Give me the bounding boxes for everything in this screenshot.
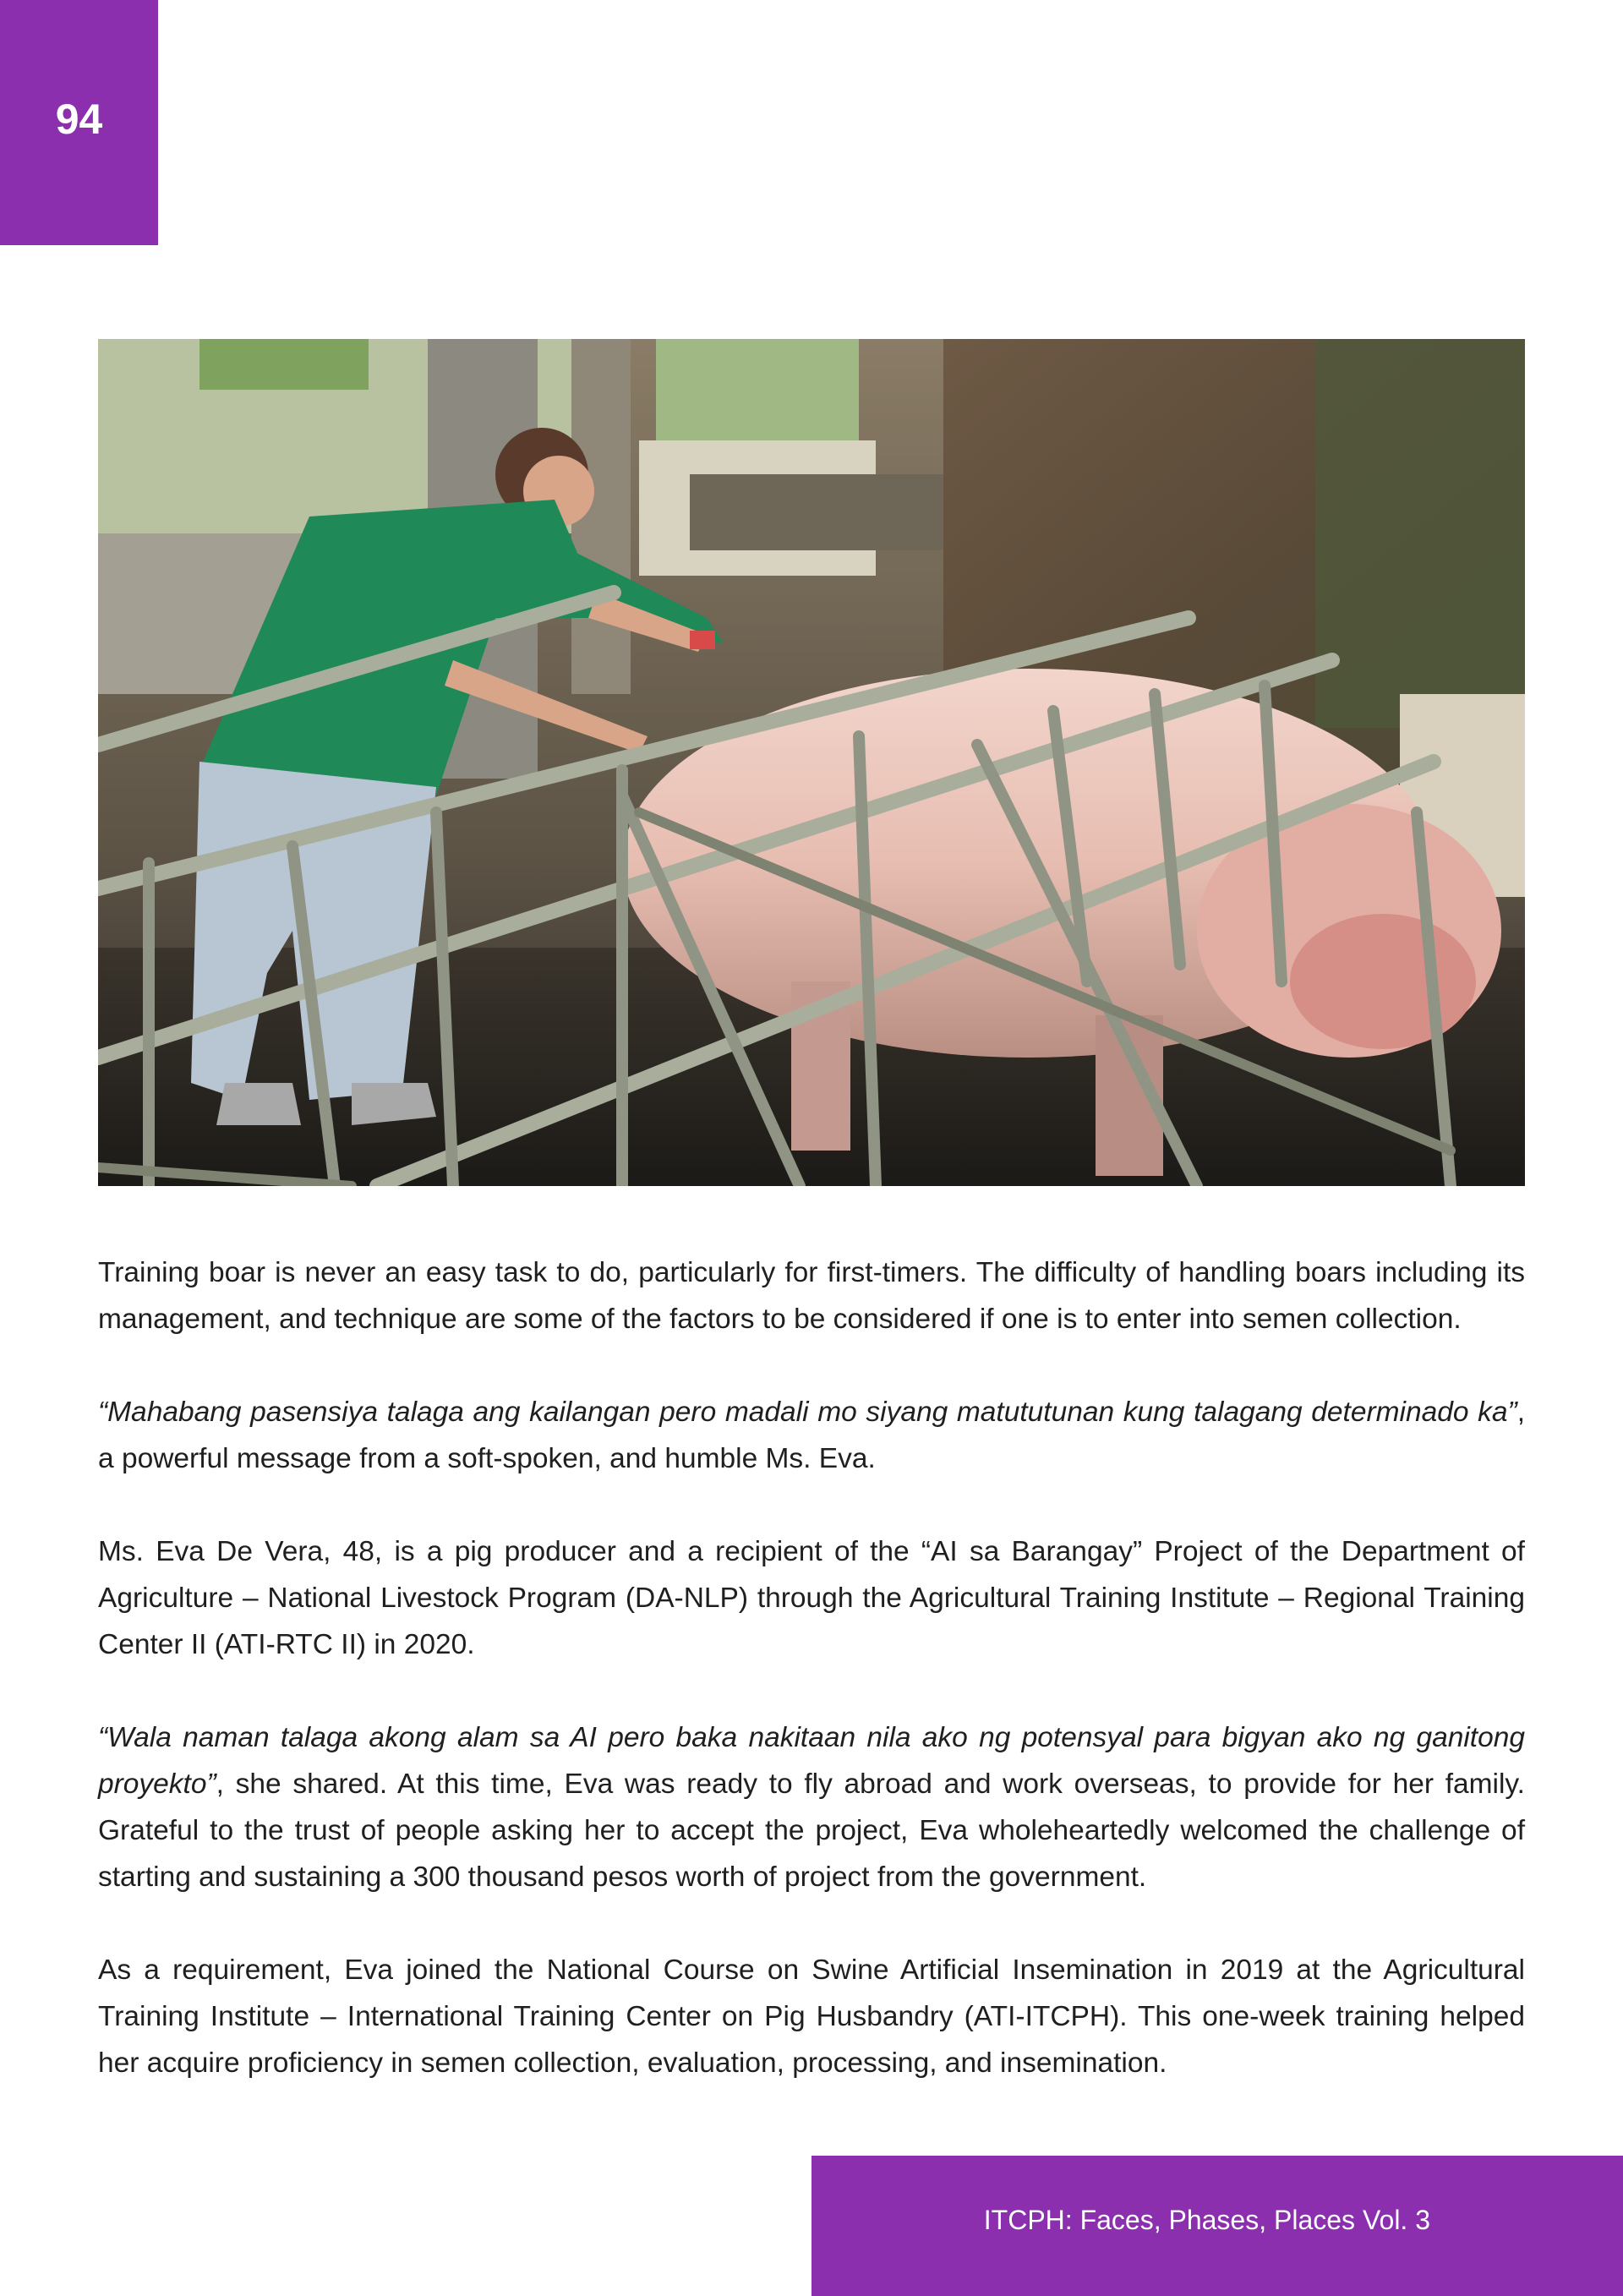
paragraph-2-quote: “Mahabang pasensiya talaga ang kailangan pero madali mo siyang matututunan kung talagang determinado ka” <box>98 1397 1517 1428</box>
paragraph-4 <box>98 1714 1525 1900</box>
paragraph-1-text: Training boar is never an easy task to do, particularly for first-timers. The difficulty of handling boars including its management, and technique are some of the factors to be considered if one is to enter into semen collection. <box>98 1257 1525 1335</box>
paragraph-1 <box>98 1249 1525 1342</box>
paragraph-5-text: As a requirement, Eva joined the National Course on Swine Artificial Insemination in 2019 at the Agricultural Training Institute – International Training Center on Pig Husbandry (ATI-ITCPH). This one-week training helped her acquire proficiency in semen collection, evaluation, processing, and insemination. <box>98 1954 1525 2079</box>
photo-illustration <box>98 339 1525 1186</box>
paragraph-5 <box>98 1947 1525 2086</box>
page-number: 94 <box>55 96 103 143</box>
paragraph-4-quote: “Wala naman talaga akong alam sa AI pero baka nakitaan nila ako ng potensyal para bigyan ako ng ganitong proyekto” <box>98 1722 1525 1800</box>
paragraph-2-text: , a powerful message from a soft-spoken, and humble Ms. Eva. <box>98 1397 1525 1474</box>
paragraph-3-text: Ms. Eva De Vera, 48, is a pig producer and a recipient of the “AI sa Barangay” Project of the Department of Agriculture – National Livestock Program (DA-NLP) through the Agricultural Training Institute – Regional Training Center II (ATI-RTC II) in 2020. <box>98 1536 1525 1660</box>
article-photo <box>98 339 1525 1186</box>
paragraph-2 <box>98 1389 1525 1482</box>
paragraph-3 <box>98 1528 1525 1668</box>
article-body <box>98 1249 1525 2086</box>
paragraph-4-text: , she shared. At this time, Eva was ready to fly abroad and work overseas, to provide for her family. Grateful to the trust of people asking her to accept the project, Eva wholeheartedly welcomed the challenge of starting and sustaining a 300 thousand pesos worth of project from the government. <box>98 1768 1525 1893</box>
footer-publication-title: ITCPH: Faces, Phases, Places Vol. 3 <box>983 2205 1430 2235</box>
footer-band <box>812 2156 1623 2296</box>
page-number-tab <box>0 0 158 245</box>
